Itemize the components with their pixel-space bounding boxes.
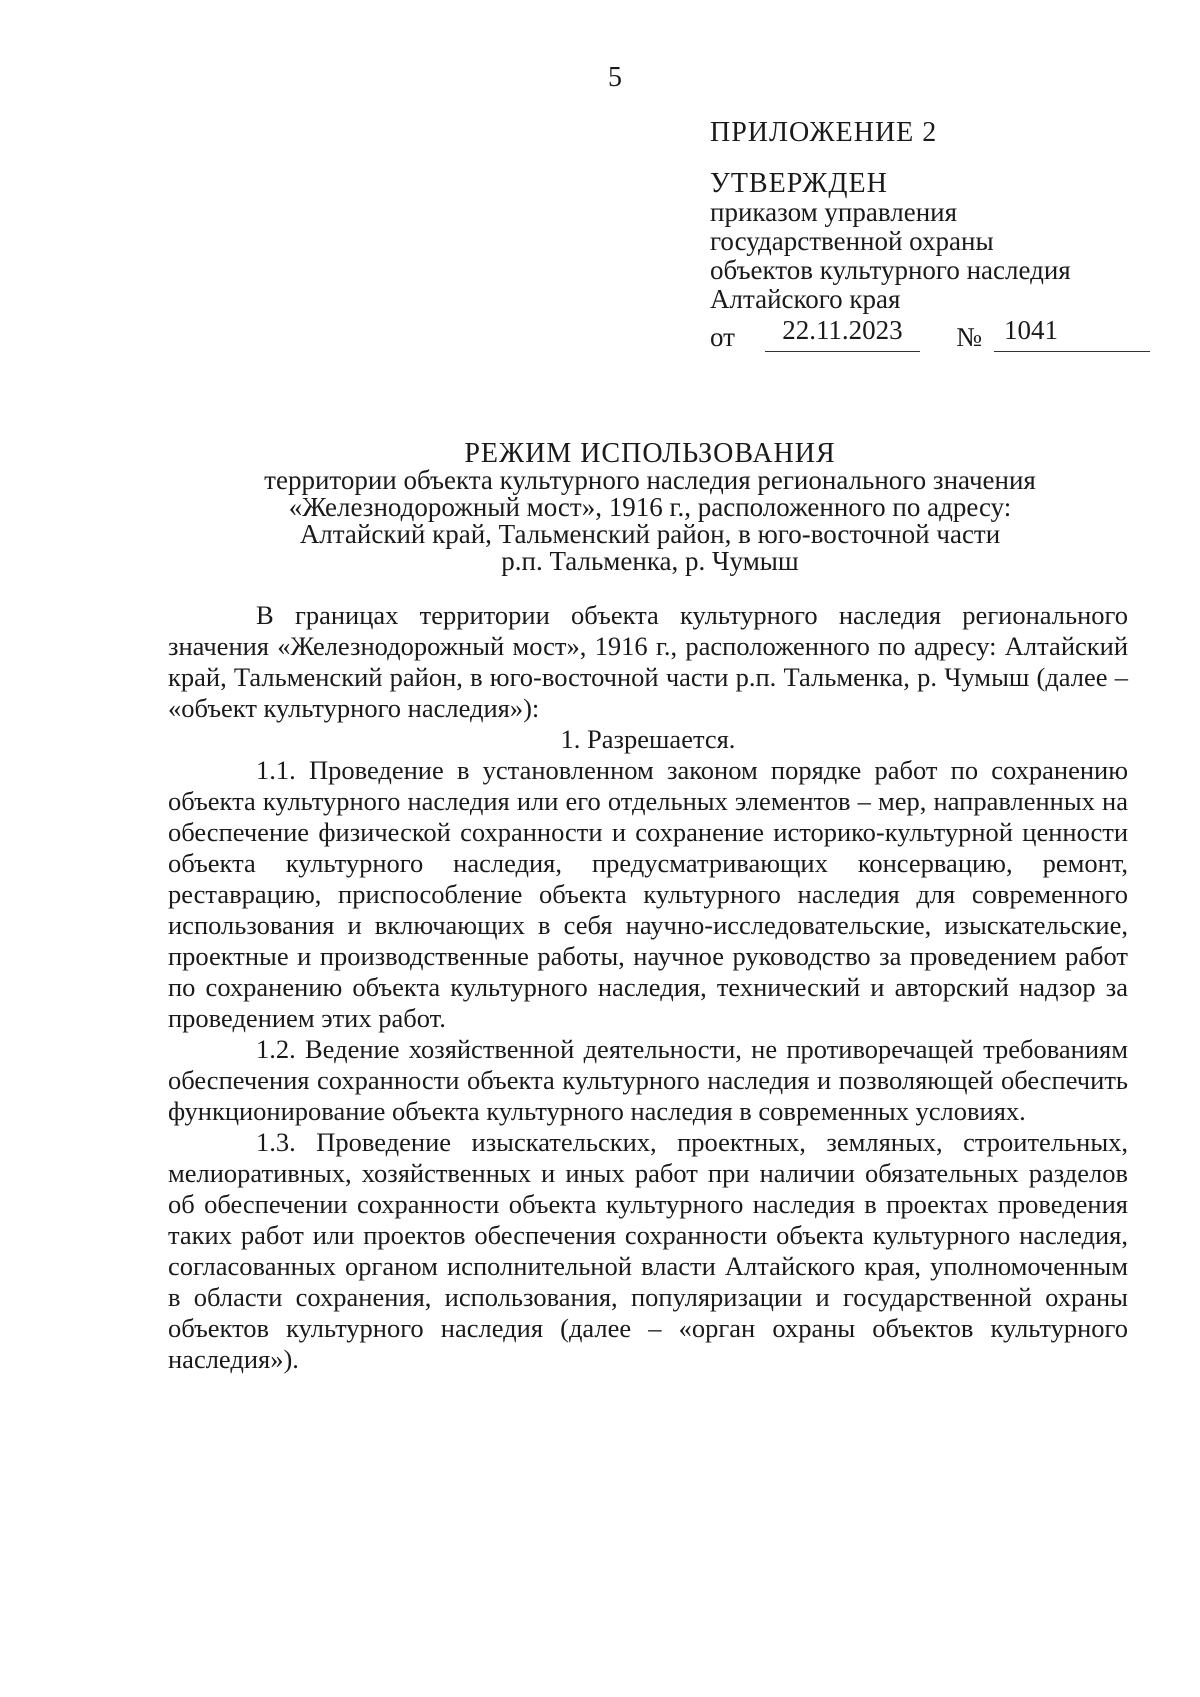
document-title: РЕЖИМ ИСПОЛЬЗОВАНИЯ <box>464 438 836 469</box>
clause-1-2: 1.2. Ведение хозяйственной деятельности, не противоречащей требованиям обеспечения сохранности объекта культурного наследия и позволяющей обеспечить функционирование объекта культурного наследия в современных условиях. <box>168 1034 1128 1126</box>
approval-line-4: Алтайского края <box>710 284 901 314</box>
heading-line-3: Алтайский край, Тальменский район, в юго-восточной части <box>299 519 1001 549</box>
clause-1-3: 1.3. Проведение изыскательских, проектных, земляных, строительных, мелиоративных, хозяйственных и иных работ при наличии обязательных разделов об обеспечении сохранности объекта культурного наследия в проектах проведения таких работ или проектов обеспечения сохранности объекта культурного наследия, согласованных органом исполнительной власти Алтайского края, уполномоченным в области сохранения, использования, популяризации и государственной охраны объектов культурного наследия (далее – «орган охраны объектов культурного наследия»). <box>168 1127 1128 1374</box>
approval-line-3: объектов культурного наследия <box>710 255 1071 285</box>
document-body <box>168 600 1128 1375</box>
order-date: 22.11.2023 <box>765 316 921 352</box>
heading-line-1: территории объекта культурного наследия регионального значения <box>264 465 1036 495</box>
heading-line-4: р.п. Тальменка, р. Чумыш <box>501 546 799 576</box>
section-title-1: 1. Разрешается. <box>560 724 736 754</box>
approval-block <box>710 118 1150 352</box>
order-date-number <box>710 316 1150 352</box>
order-number: 1041 <box>994 316 1150 352</box>
intro-paragraph: В границах территории объекта культурного наследия регионального значения «Железнодорожный мост», 1916 г., расположенного по адресу: Алтайский край, Тальменский район, в юго-восточной части р.п. Тальменка, р. Чумыш (далее – «объект культурного наследия»): <box>168 600 1128 723</box>
document-heading <box>200 440 1100 575</box>
clause-1-1: 1.1. Проведение в установленном законом порядке работ по сохранению объекта культурного наследия или его отдельных элементов – мер, направленных на обеспечение физической сохранности и сохранение историко-культурной ценности объекта культурного наследия, предусматривающих консервацию, ремонт, реставрацию, приспособление объекта культурного наследия для современного использования и включающих в себя научно-исследовательские, изыскательские, проектные и производственные работы, научное руководство за проведением работ по сохранению объекта культурного наследия, технический и авторский надзор за проведением этих работ. <box>168 755 1128 1033</box>
heading-line-2: «Железнодорожный мост», 1916 г., расположенного по адресу: <box>288 492 1012 522</box>
approval-line-2: государственной охраны <box>710 226 994 256</box>
approved-label: УТВЕРЖДЕН <box>710 168 888 199</box>
page-number: 5 <box>608 62 622 93</box>
approval-line-1: приказом управления <box>710 197 958 227</box>
from-label: от <box>710 322 735 352</box>
number-sign: № <box>956 322 983 352</box>
appendix-label: ПРИЛОЖЕНИЕ 2 <box>710 117 938 148</box>
